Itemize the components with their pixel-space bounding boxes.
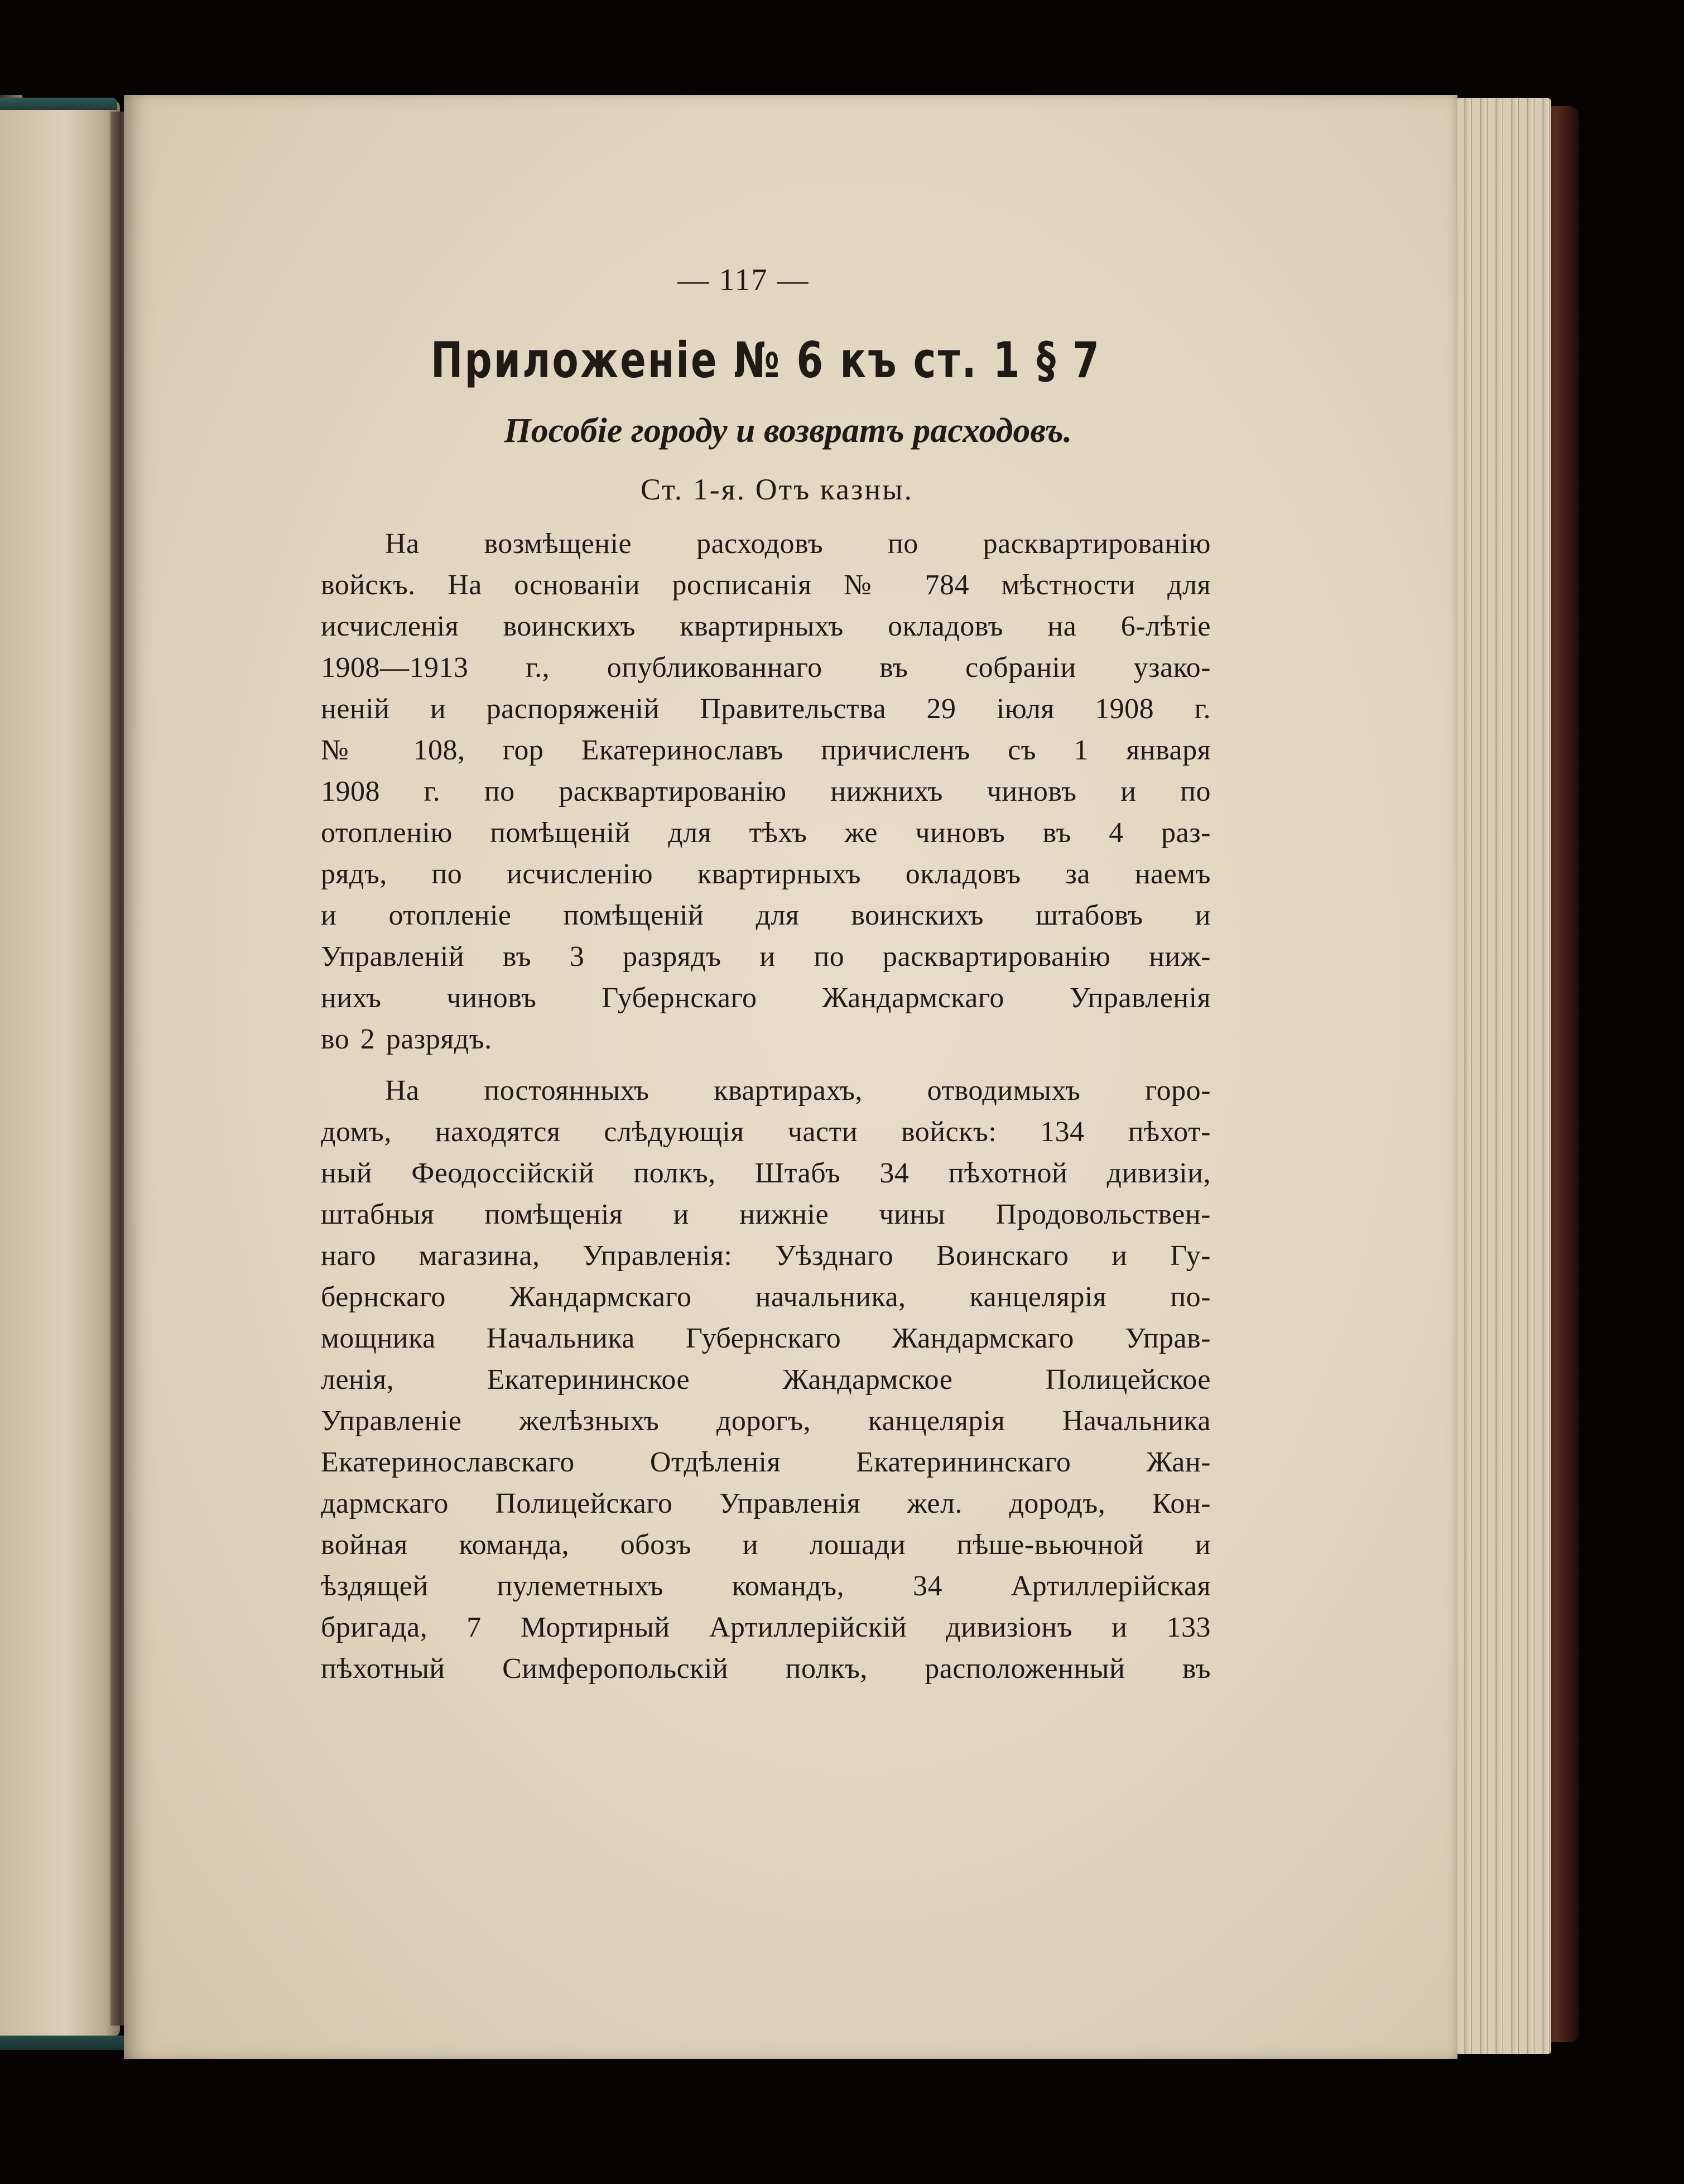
text-line: ный Феодоссійскій полкъ, Штабъ 34 пѣхотной дивизіи, [321, 1157, 1211, 1189]
page-number: — 117 — [677, 263, 810, 297]
text-line: домъ, находятся слѣдующія части войскъ: 134 пѣхот- [321, 1116, 1211, 1148]
left-page [0, 100, 120, 2037]
appendix-title: Приложеніе № 6 къ ст. 1 § 7 [431, 331, 1101, 389]
text-line: рядъ, по исчисленію квартирныхъ окладовъ за наемъ [321, 858, 1211, 890]
cover-ribbon-bottom [0, 2036, 128, 2050]
text-line: ѣздящей пулеметныхъ командъ, 34 Артиллерійская [321, 1570, 1211, 1602]
text-line: Управленіе желѣзныхъ дорогъ, канцелярія Начальника [321, 1405, 1211, 1437]
text-line: и отопленіе помѣщеній для воинскихъ штабовъ и [321, 899, 1211, 931]
text-line: Екатеринославскаго Отдѣленія Екатерининскаго Жан- [321, 1446, 1211, 1478]
text-line: ленія, Екатерининское Жандармское Полицейское [321, 1364, 1211, 1396]
text-line: бернскаго Жандармскаго начальника, канцелярія по- [321, 1281, 1211, 1313]
text-line: мощника Начальника Губернскаго Жандармскаго Управ- [321, 1322, 1211, 1354]
text-line: 1908 г. по расквартированію нижнихъ чиновъ и по [321, 776, 1211, 807]
text-line: войскъ. На основаніи росписанія № 784 мѣстности для [321, 569, 1211, 601]
text-line: На возмѣщеніе расходовъ по расквартированію [385, 528, 1211, 560]
paragraph-1 [321, 523, 1211, 1060]
text-line: отопленію помѣщеній для тѣхъ же чиновъ въ 4 раз- [321, 817, 1211, 849]
text-line: нихъ чиновъ Губернскаго Жандармскаго Управленія [321, 982, 1211, 1014]
text-line: неній и распоряженій Правительства 29 іюля 1908 г. [321, 693, 1211, 725]
text-line: исчисленія воинскихъ квартирныхъ окладовъ на 6-лѣтіе [321, 610, 1211, 642]
text-line: наго магазина, Управленія: Уѣзднаго Воинскаго и Гу- [321, 1240, 1211, 1272]
text-line: штабныя помѣщенія и нижніе чины Продовольствен- [321, 1199, 1211, 1230]
section-heading: Ст. 1-я. Отъ казны. [640, 473, 914, 506]
text-line: пѣхотный Симферопольскій полкъ, расположенный въ [321, 1653, 1211, 1685]
text-line: во 2 разрядъ. [321, 1023, 492, 1055]
paragraph-2 [321, 1070, 1211, 1690]
text-line: дармскаго Полицейскаго Управленія жел. дородъ, Кон- [321, 1488, 1211, 1519]
page-edges-stack [1456, 98, 1551, 2054]
text-line: № 108, гор Екатеринославъ причисленъ съ 1 января [321, 734, 1211, 766]
text-line: 1908—1913 г., опубликованнаго въ собраніи узако- [321, 652, 1211, 684]
text-line: Управленій въ 3 разрядъ и по расквартированію ниж- [321, 941, 1211, 973]
appendix-subtitle: Пособіе городу и возвратъ расходовъ. [504, 412, 1072, 450]
cover-ribbon-top [0, 98, 117, 110]
text-line: войная команда, обозъ и лошади пѣше-вьючной и [321, 1529, 1211, 1561]
text-line: На постоянныхъ квартирахъ, отводимыхъ горо- [385, 1075, 1211, 1107]
page-text-block [321, 262, 1211, 1700]
text-line: бригада, 7 Мортирный Артиллерійскій дивизіонъ и 133 [321, 1611, 1211, 1643]
